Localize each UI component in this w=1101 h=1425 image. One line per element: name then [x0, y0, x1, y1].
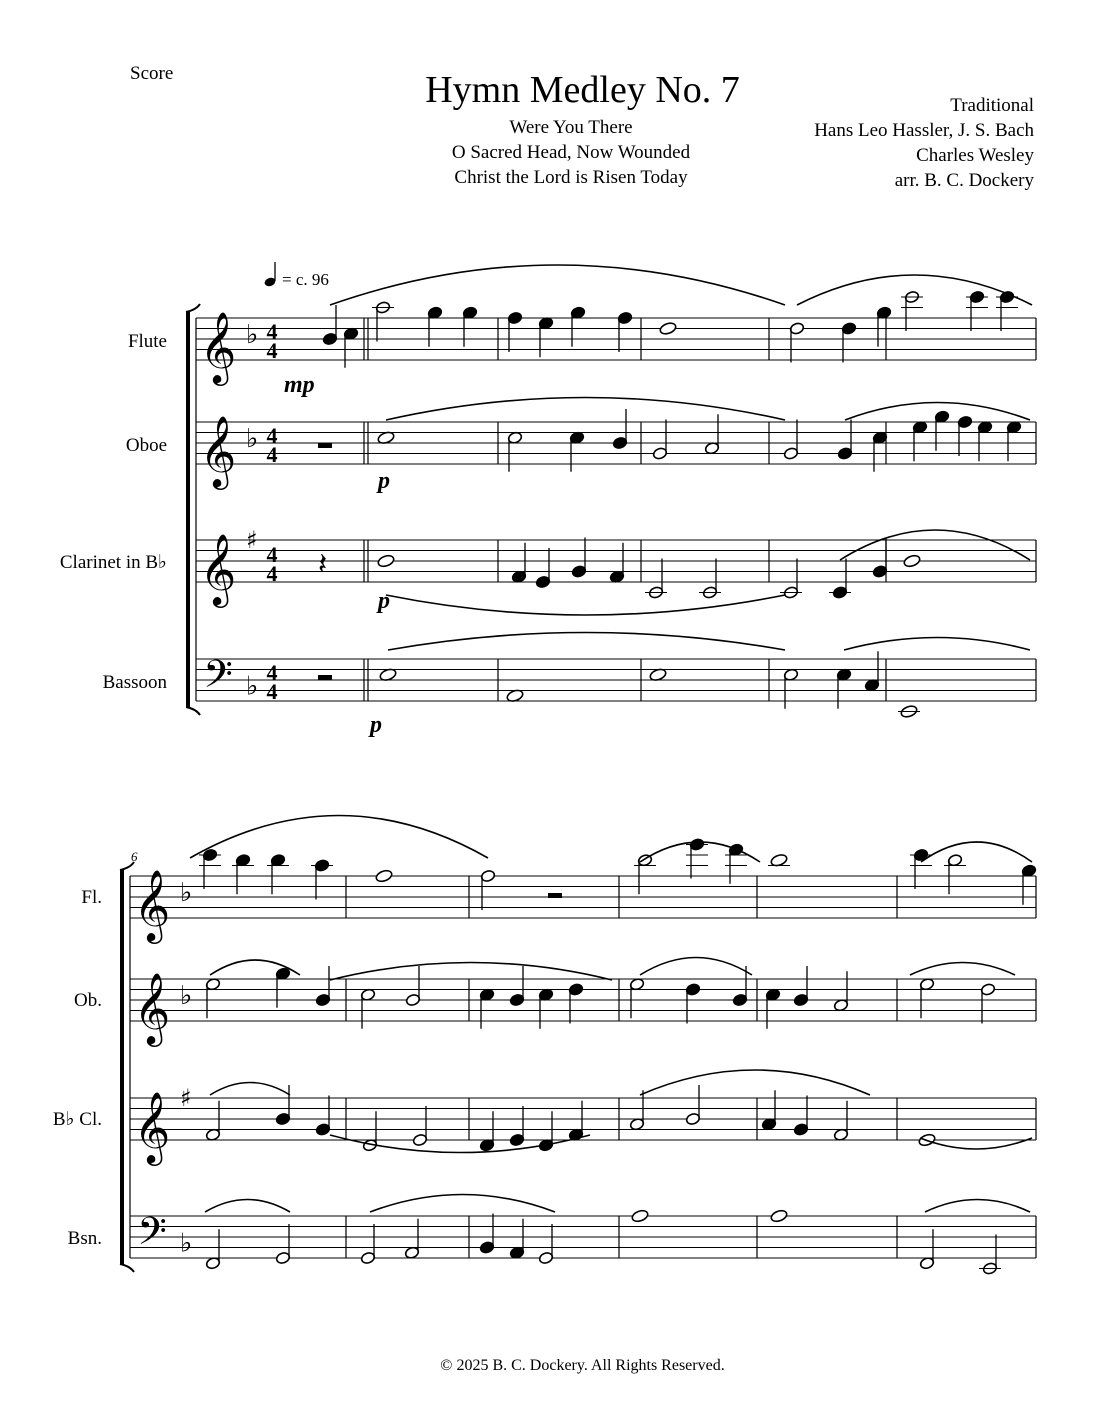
note-head	[659, 321, 677, 335]
half-rest-icon	[318, 443, 332, 448]
svg-text:4: 4	[266, 442, 278, 467]
phrase-slur	[921, 842, 1032, 862]
note-head	[770, 1209, 788, 1223]
svg-text:4: 4	[266, 660, 278, 685]
svg-text:4: 4	[266, 542, 278, 567]
flat-icon: ♭	[180, 878, 193, 908]
phrase-slur	[910, 963, 1015, 976]
phrase-slur	[370, 1195, 555, 1213]
sharp-icon: ♯	[180, 1084, 192, 1112]
treble-clef-icon: 𝄞	[199, 310, 237, 383]
tempo-marking	[263, 262, 328, 289]
composer-3: Charles Wesley	[916, 145, 1034, 166]
composer-2: Hans Leo Hassler, J. S. Bach	[814, 120, 1034, 141]
phrase-slur	[640, 1070, 870, 1095]
sharp-icon: ♯	[246, 526, 258, 554]
phrase-slur	[844, 638, 1030, 651]
instrument-label-flute: Flute	[127, 331, 167, 352]
treble-clef-icon: 𝄞	[133, 971, 171, 1044]
half-rest-icon	[318, 675, 332, 680]
phrase-slur	[925, 1200, 1030, 1213]
phrase-slur	[330, 265, 785, 305]
system-bracket	[186, 707, 200, 715]
instrument-abbr-clarinet: B♭ Cl.	[52, 1109, 102, 1130]
dynamic-oboe: p	[378, 468, 390, 494]
dynamic-clarinet: p	[378, 588, 390, 614]
time-signature-oboe	[267, 423, 278, 467]
phrase-slur	[640, 958, 752, 976]
subtitle-1: Were You There	[509, 117, 633, 138]
svg-text:4: 4	[266, 338, 278, 363]
dynamic-flute: mp	[284, 372, 315, 398]
instrument-label-clarinet: Clarinet in B♭	[59, 552, 167, 573]
note-head	[631, 1209, 649, 1223]
note-head	[377, 554, 395, 568]
time-signature-clarinet	[267, 542, 278, 586]
treble-clef-icon: 𝄞	[199, 532, 237, 605]
phrase-slur	[386, 595, 785, 615]
quarter-rest-icon: 𝄽	[318, 547, 328, 582]
svg-text:4: 4	[266, 561, 278, 586]
instrument-abbr-oboe: Ob.	[74, 990, 102, 1011]
treble-clef-icon: 𝄞	[199, 414, 237, 487]
svg-text:4: 4	[266, 679, 278, 704]
phrase-slur	[388, 633, 785, 651]
treble-clef-icon: 𝄞	[133, 1090, 171, 1163]
system-bracket	[120, 1264, 134, 1272]
time-signature-bassoon	[267, 660, 278, 704]
subtitle-2: O Sacred Head, Now Wounded	[451, 142, 691, 163]
tempo-text: = c. 96	[282, 270, 329, 289]
flat-icon: ♭	[246, 671, 259, 702]
flat-icon: ♭	[180, 1228, 193, 1259]
score-label: Score	[130, 63, 174, 84]
flat-icon: ♭	[246, 424, 259, 454]
instrument-abbr-bassoon: Bsn.	[67, 1228, 102, 1249]
bass-clef-icon: 𝄢	[137, 1208, 167, 1263]
composer-1: Traditional	[950, 95, 1034, 116]
instrument-label-oboe: Oboe	[125, 435, 167, 456]
flat-icon: ♭	[246, 320, 259, 350]
measure-number: 6	[131, 849, 138, 864]
instrument-label-bassoon: Bassoon	[102, 672, 167, 693]
system-bracket	[186, 304, 200, 312]
dynamic-bassoon: p	[370, 712, 382, 738]
phrase-slur	[386, 398, 785, 421]
time-signature-flute	[267, 319, 278, 363]
arranger: arr. B. C. Dockery	[894, 170, 1034, 191]
phrase-slur	[205, 1200, 290, 1213]
treble-clef-icon: 𝄞	[133, 868, 171, 941]
subtitle-3: Christ the Lord is Risen Today	[454, 167, 688, 188]
phrase-slur	[210, 1083, 290, 1096]
page-title: Hymn Medley No. 7	[425, 69, 740, 111]
bass-clef-icon: 𝄢	[203, 651, 233, 706]
phrase-slur	[330, 963, 612, 981]
system-bracket	[120, 862, 134, 870]
phrase-slur	[840, 530, 1030, 560]
svg-text:4: 4	[266, 423, 278, 448]
half-rest-icon	[548, 893, 562, 898]
svg-text:4: 4	[266, 319, 278, 344]
instrument-abbr-flute: Fl.	[81, 887, 102, 908]
note-head	[903, 554, 921, 568]
phrase-slur	[190, 816, 488, 859]
copyright-footer: © 2025 B. C. Dockery. All Rights Reserved.	[440, 1357, 725, 1374]
flat-icon: ♭	[180, 981, 193, 1011]
note-head	[375, 869, 393, 883]
